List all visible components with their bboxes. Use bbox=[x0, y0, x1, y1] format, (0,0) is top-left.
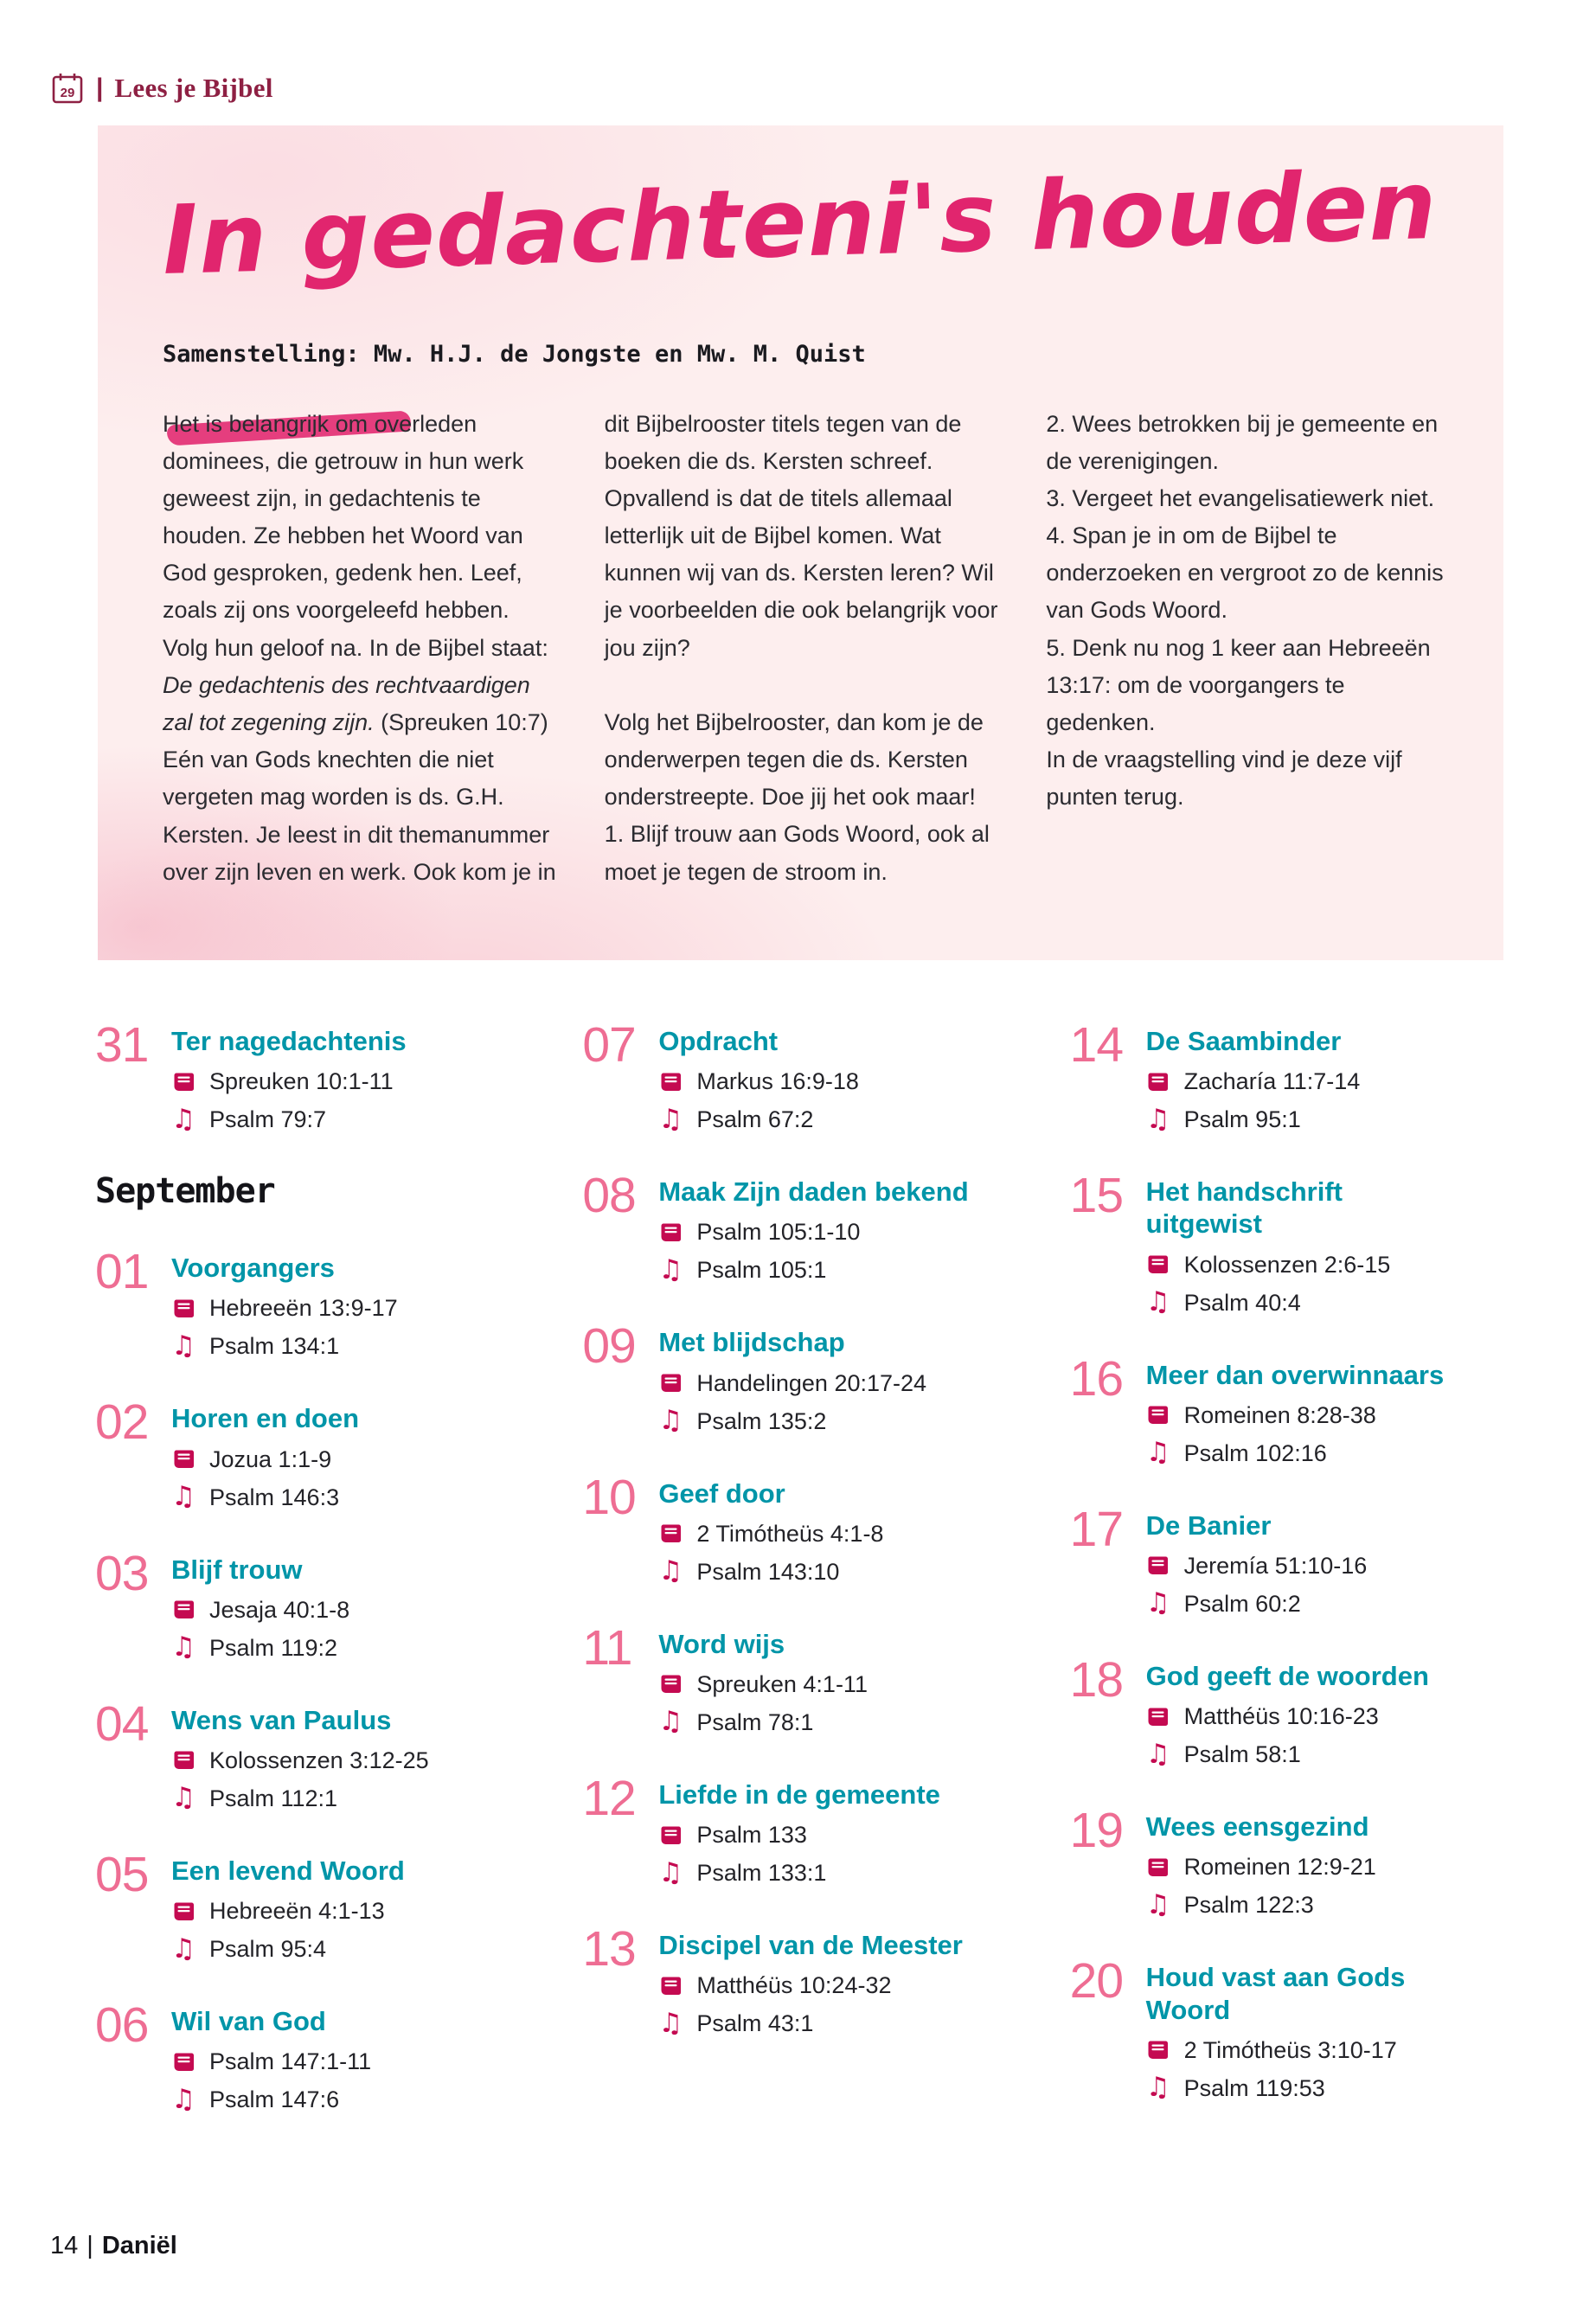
scripture-reading-row bbox=[171, 2048, 371, 2075]
entry-body bbox=[171, 1850, 405, 1963]
day-number: 07 bbox=[582, 1017, 636, 1073]
book-icon-svg bbox=[659, 1523, 683, 1544]
scripture-reference: Handelingen 20:17-24 bbox=[696, 1369, 927, 1396]
entry-body bbox=[658, 1925, 963, 2037]
music-note-icon: ♫ bbox=[171, 1631, 195, 1663]
book-icon-svg bbox=[172, 1298, 195, 1319]
entry-title: Met blijdschap bbox=[658, 1327, 845, 1358]
psalm-row bbox=[171, 1782, 429, 1814]
scripture-reading-row bbox=[1146, 1553, 1368, 1580]
day-number: 16 bbox=[1069, 1350, 1124, 1407]
scripture-reading-row bbox=[1146, 2037, 1466, 2064]
scripture-reading-row bbox=[171, 1597, 349, 1624]
calendar-entry bbox=[95, 1846, 535, 1965]
day-number: 14 bbox=[1069, 1017, 1124, 1073]
book-icon bbox=[1146, 2040, 1170, 2061]
psalm-row bbox=[1145, 2072, 1466, 2104]
psalm-reference: Psalm 119:2 bbox=[209, 1634, 338, 1661]
calendar-entry bbox=[582, 1017, 1022, 1135]
calendar-column bbox=[1069, 1017, 1509, 2140]
scripture-reading-row bbox=[1146, 1252, 1466, 1279]
psalm-reference: Psalm 78:1 bbox=[696, 1708, 814, 1735]
psalm-reference: Psalm 95:4 bbox=[209, 1936, 327, 1963]
calendar-entry bbox=[582, 1168, 1022, 1285]
intro-text: (Spreuken 10:7) Eén van Gods knechten die niet vergeten mag worden is ds. G.H. Kersten. Je leest in dit themanummer over zijn leven en werk. Ook kom je in bbox=[163, 709, 556, 885]
psalm-row bbox=[171, 1631, 349, 1663]
entry-title: De Banier bbox=[1145, 1509, 1272, 1541]
psalm-row bbox=[1145, 1888, 1376, 1920]
intro-paragraph: Volg het Bijbelrooster, dan kom je de onderwerpen tegen die ds. Kersten onderstreepte. Doe jij het ook maar! bbox=[604, 708, 984, 811]
music-note-icon: ♫ bbox=[658, 1856, 683, 1888]
entry-title: Voorgangers bbox=[171, 1253, 335, 1284]
scripture-reading-row bbox=[171, 1747, 429, 1774]
day-number: 09 bbox=[582, 1318, 636, 1375]
psalm-reference: Psalm 79:7 bbox=[209, 1106, 327, 1133]
book-icon-svg bbox=[172, 1449, 195, 1470]
music-note-icon: ♫ bbox=[1145, 1587, 1170, 1619]
article-title: In gedachteni's houden bbox=[161, 149, 1439, 296]
book-icon bbox=[1146, 1555, 1170, 1576]
psalm-reference: Psalm 135:2 bbox=[696, 1407, 827, 1434]
calendar-column bbox=[582, 1017, 1022, 2075]
book-icon bbox=[1146, 1254, 1170, 1275]
psalm-reference: Psalm 147:6 bbox=[209, 2086, 340, 2113]
psalm-row bbox=[658, 1706, 868, 1738]
entry-title: God geeft de woorden bbox=[1145, 1660, 1429, 1691]
book-icon-svg bbox=[659, 1825, 683, 1846]
psalm-row bbox=[171, 1330, 398, 1362]
book-icon-svg bbox=[659, 1674, 683, 1695]
intro-columns bbox=[163, 406, 1445, 891]
music-note-icon: ♫ bbox=[658, 1103, 683, 1135]
entry-body bbox=[658, 1021, 859, 1133]
intro-column-1 bbox=[163, 406, 561, 891]
day-number: 12 bbox=[582, 1770, 636, 1826]
psalm-row bbox=[1145, 1437, 1445, 1469]
entry-body bbox=[658, 1774, 940, 1887]
entry-title: Meer dan overwinnaars bbox=[1145, 1359, 1445, 1390]
book-icon-svg bbox=[1146, 1707, 1170, 1727]
scripture-reference: Markus 16:9-18 bbox=[696, 1068, 859, 1095]
book-icon bbox=[1146, 1857, 1170, 1878]
music-note-icon: ♫ bbox=[171, 2083, 195, 2115]
entry-body bbox=[1146, 1806, 1376, 1919]
entry-body bbox=[1146, 1505, 1368, 1618]
scripture-reference: Psalm 105:1-10 bbox=[696, 1219, 861, 1246]
calendar-entry bbox=[1069, 1803, 1509, 1920]
scripture-reference: 2 Timótheüs 3:10-17 bbox=[1183, 2036, 1397, 2063]
entry-title: Het handschrift uitgewist bbox=[1145, 1176, 1343, 1240]
scripture-reference: Spreuken 10:1-11 bbox=[209, 1068, 394, 1095]
calendar-entry bbox=[95, 1244, 535, 1362]
psalm-reference: Psalm 134:1 bbox=[209, 1333, 340, 1360]
calendar-entry bbox=[95, 1545, 535, 1663]
book-icon bbox=[171, 1750, 195, 1771]
book-icon-svg bbox=[1146, 1857, 1170, 1878]
entry-title: Maak Zijn daden bekend bbox=[658, 1176, 969, 1208]
calendar-entry bbox=[95, 1997, 535, 2115]
psalm-row bbox=[1145, 1587, 1368, 1619]
entry-title: Ter nagedachtenis bbox=[171, 1026, 407, 1056]
music-note-icon: ♫ bbox=[1145, 2072, 1170, 2104]
psalm-reference: Psalm 40:4 bbox=[1183, 1289, 1301, 1316]
scripture-reading-row bbox=[171, 1068, 407, 1095]
scripture-reference: Kolossenzen 3:12-25 bbox=[209, 1747, 429, 1773]
entry-body bbox=[658, 1624, 868, 1736]
scripture-reading-row bbox=[1146, 1703, 1429, 1730]
psalm-reference: Psalm 133:1 bbox=[696, 1860, 827, 1887]
psalm-reference: Psalm 102:16 bbox=[1183, 1439, 1327, 1466]
book-icon bbox=[1146, 1072, 1170, 1093]
music-note-icon: ♫ bbox=[658, 2007, 683, 2039]
month-header: September bbox=[95, 1171, 275, 1212]
scripture-reference: Romeinen 12:9-21 bbox=[1183, 1854, 1376, 1881]
scripture-reference: 2 Timótheüs 4:1-8 bbox=[696, 1520, 884, 1547]
book-icon bbox=[658, 1373, 683, 1394]
calendar-entry bbox=[582, 1619, 1022, 1738]
day-number: 06 bbox=[95, 1997, 149, 2054]
book-icon bbox=[1146, 1707, 1170, 1727]
scripture-reading-row bbox=[658, 1219, 968, 1246]
scripture-reading-row bbox=[171, 1898, 405, 1925]
scripture-reference: Jozua 1:1-9 bbox=[209, 1445, 332, 1472]
intro-list-item: 3. Vergeet het evangelisatiewerk niet. bbox=[1046, 484, 1435, 511]
calendar-entry bbox=[1069, 1350, 1509, 1469]
intro-list-item: 2. Wees betrokken bij je gemeente en de verenigingen. bbox=[1046, 410, 1439, 474]
intro-list-item: 1. Blijf trouw aan Gods Woord, ook al moet je tegen de stroom in. bbox=[604, 821, 990, 885]
scripture-reference: Kolossenzen 2:6-15 bbox=[1183, 1251, 1391, 1278]
psalm-row bbox=[658, 1405, 926, 1437]
magazine-name: Daniël bbox=[101, 2232, 177, 2259]
book-icon-svg bbox=[172, 1901, 195, 1922]
entry-title: Wil van God bbox=[171, 2006, 326, 2037]
intro-column-3 bbox=[1046, 406, 1445, 891]
entry-body bbox=[658, 1322, 927, 1437]
psalm-reference: Psalm 60:2 bbox=[1183, 1590, 1301, 1617]
day-number: 13 bbox=[582, 1921, 636, 1977]
calendar-entry bbox=[582, 1318, 1022, 1437]
psalm-reference: Psalm 146:3 bbox=[209, 1484, 340, 1510]
intro-section bbox=[98, 125, 1503, 960]
intro-list-item: 4. Span je in om de Bijbel te onderzoeken en vergroot zo de kennis van Gods Woord. bbox=[1046, 522, 1444, 624]
book-icon-svg bbox=[1146, 1555, 1170, 1576]
intro-paragraph: dit Bijbelrooster titels tegen van de boeken die ds. Kersten schreef. Opvallend is dat de titels allemaal letterlijk uit de Bijbel komen. Wat kunnen wij van ds. Kersten leren? Wil je voorbeelden die ook belangrijk voor jou zijn? bbox=[604, 410, 998, 661]
calendar-entry bbox=[95, 1695, 535, 1814]
calendar-entry bbox=[582, 1770, 1022, 1888]
scripture-reference: Hebreeën 13:9-17 bbox=[209, 1295, 398, 1322]
entry-title: Discipel van de Meester bbox=[658, 1930, 963, 1961]
entry-title: Word wijs bbox=[658, 1628, 785, 1659]
entry-title: Geef door bbox=[658, 1477, 785, 1509]
music-note-icon: ♫ bbox=[171, 1481, 195, 1513]
entry-body bbox=[1146, 1355, 1445, 1467]
scripture-reference: Jeremía 51:10-16 bbox=[1183, 1552, 1368, 1579]
entry-body bbox=[658, 1171, 968, 1284]
intro-paragraph bbox=[163, 406, 561, 891]
book-icon-svg bbox=[172, 1072, 195, 1093]
intro-text: Het is belangrijk om overleden dominees, die getrouw in hun werk geweest zijn, in gedachtenis te houden. Ze hebben het Woord van God gesproken, gedenk hen. Leef, zoals zij ons voorgeleefd hebben. Volg hun geloof na. In de Bijbel staat: bbox=[163, 410, 548, 661]
calendar-entry bbox=[1069, 1953, 1509, 2104]
day-number: 15 bbox=[1069, 1168, 1124, 1224]
day-number: 18 bbox=[1069, 1651, 1124, 1708]
psalm-row bbox=[171, 1481, 359, 1513]
scripture-reading-row bbox=[171, 1446, 359, 1473]
scripture-reference: Psalm 147:1-11 bbox=[209, 2048, 372, 2075]
scripture-reading-row bbox=[1146, 1402, 1445, 1429]
entry-title: Liefde in de gemeente bbox=[658, 1779, 940, 1810]
calendar-entry bbox=[1069, 1017, 1509, 1135]
book-icon-svg bbox=[659, 1373, 683, 1394]
scripture-reference: Matthéüs 10:24-32 bbox=[696, 1972, 892, 1999]
entry-title: De Saambinder bbox=[1145, 1026, 1342, 1056]
calendar-entry bbox=[1069, 1168, 1509, 1318]
day-number: 03 bbox=[95, 1545, 149, 1601]
intro-list-item: 5. Denk nu nog 1 keer aan Hebreeën 13:17: om de voorgangers te gedenken. bbox=[1046, 634, 1431, 735]
day-number: 02 bbox=[95, 1394, 149, 1451]
scripture-reference: Hebreeën 4:1-13 bbox=[209, 1898, 385, 1925]
scripture-reading-row bbox=[658, 1822, 940, 1849]
book-icon-svg bbox=[1146, 1405, 1170, 1426]
music-note-icon: ♫ bbox=[658, 1706, 683, 1738]
music-note-icon: ♫ bbox=[1145, 1437, 1170, 1469]
psalm-reference: Psalm 95:1 bbox=[1183, 1106, 1301, 1133]
psalm-row bbox=[658, 1253, 968, 1285]
svg-text:29: 29 bbox=[60, 86, 75, 100]
music-note-icon: ♫ bbox=[1145, 1286, 1170, 1318]
day-number: 31 bbox=[95, 1017, 149, 1073]
entry-body bbox=[171, 1549, 349, 1662]
scripture-reference: Matthéüs 10:16-23 bbox=[1183, 1703, 1379, 1730]
scripture-reference: Jesaja 40:1-8 bbox=[209, 1596, 350, 1623]
day-number: 19 bbox=[1069, 1803, 1124, 1859]
entry-title: Wens van Paulus bbox=[171, 1704, 392, 1735]
scripture-reading-row bbox=[658, 1068, 859, 1095]
calendar-entry bbox=[582, 1921, 1022, 2039]
book-icon bbox=[658, 1825, 683, 1846]
intro-column-2 bbox=[605, 406, 1003, 891]
book-icon-svg bbox=[659, 1222, 683, 1243]
book-icon bbox=[171, 1298, 195, 1319]
psalm-row bbox=[658, 1103, 859, 1135]
book-icon bbox=[658, 1523, 683, 1544]
page-header bbox=[50, 71, 273, 106]
music-note-icon: ♫ bbox=[1145, 1888, 1170, 1920]
music-note-icon: ♫ bbox=[658, 1405, 683, 1437]
intro-quote: De gedachtenis des rechtvaardigen zal tot zegening zijn. bbox=[163, 671, 530, 735]
psalm-row bbox=[171, 1103, 407, 1135]
entry-body bbox=[658, 1473, 883, 1586]
music-note-icon: ♫ bbox=[658, 1555, 683, 1587]
scripture-reference: Romeinen 8:28-38 bbox=[1183, 1401, 1376, 1428]
day-number: 17 bbox=[1069, 1501, 1124, 1557]
entry-title: Houd vast aan Gods Woord bbox=[1145, 1962, 1406, 2025]
scripture-reading-row bbox=[171, 1295, 398, 1322]
scripture-reading-row bbox=[1146, 1068, 1361, 1095]
byline: Samenstelling: Mw. H.J. de Jongste en Mw. M. Quist bbox=[163, 340, 866, 368]
intro-list-item: In de vraagstelling vind je deze vijf punten terug. bbox=[1046, 747, 1402, 811]
book-icon bbox=[658, 1976, 683, 1997]
day-number: 01 bbox=[95, 1244, 149, 1300]
book-icon bbox=[658, 1072, 683, 1093]
calendar-column bbox=[95, 1017, 535, 2151]
entry-title: Horen en doen bbox=[171, 1403, 360, 1434]
psalm-row bbox=[171, 1932, 405, 1965]
psalm-row bbox=[658, 1856, 940, 1888]
page-number: 14 bbox=[50, 2232, 79, 2259]
book-icon bbox=[1146, 1405, 1170, 1426]
book-icon bbox=[658, 1222, 683, 1243]
psalm-reference: Psalm 143:10 bbox=[696, 1558, 840, 1585]
page-footer bbox=[50, 2232, 177, 2260]
psalm-reference: Psalm 67:2 bbox=[696, 1106, 814, 1133]
book-icon-svg bbox=[659, 1976, 683, 1997]
psalm-reference: Psalm 112:1 bbox=[209, 1785, 338, 1811]
psalm-reference: Psalm 58:1 bbox=[1183, 1741, 1301, 1768]
psalm-row bbox=[1145, 1286, 1466, 1318]
scripture-reading-row bbox=[658, 1972, 963, 1999]
brand-separator: | bbox=[96, 74, 104, 102]
psalm-row bbox=[658, 1555, 883, 1587]
bible-reading-calendar bbox=[95, 1017, 1509, 2151]
book-icon-svg bbox=[172, 1750, 195, 1771]
book-icon bbox=[171, 2052, 195, 2073]
entry-body bbox=[171, 1700, 429, 1812]
day-number: 10 bbox=[582, 1469, 636, 1525]
day-number: 08 bbox=[582, 1168, 636, 1224]
entry-body bbox=[1146, 1656, 1429, 1768]
entry-title: Opdracht bbox=[658, 1026, 779, 1056]
calendar-entry bbox=[582, 1469, 1022, 1587]
psalm-reference: Psalm 43:1 bbox=[696, 2010, 814, 2037]
psalm-reference: Psalm 105:1 bbox=[696, 1257, 827, 1284]
book-icon-svg bbox=[172, 2052, 195, 2073]
day-number: 04 bbox=[95, 1695, 149, 1752]
entry-title: Wees eensgezind bbox=[1145, 1811, 1369, 1843]
book-icon bbox=[171, 1599, 195, 1620]
calendar-entry bbox=[95, 1017, 535, 1135]
book-icon bbox=[171, 1901, 195, 1922]
psalm-row bbox=[171, 2083, 371, 2115]
entry-body bbox=[171, 1398, 360, 1513]
scripture-reading-row bbox=[658, 1521, 883, 1548]
entry-body bbox=[1146, 1021, 1361, 1133]
book-icon-svg bbox=[1146, 1072, 1170, 1093]
day-number: 05 bbox=[95, 1846, 149, 1902]
book-icon bbox=[658, 1674, 683, 1695]
music-note-icon: ♫ bbox=[1145, 1738, 1170, 1770]
music-note-icon: ♫ bbox=[171, 1103, 195, 1135]
book-icon bbox=[171, 1072, 195, 1093]
psalm-row bbox=[658, 2007, 963, 2039]
scripture-reference: Zacharía 11:7-14 bbox=[1183, 1068, 1361, 1095]
scripture-reference: Spreuken 4:1-11 bbox=[696, 1670, 868, 1697]
day-number: 20 bbox=[1069, 1953, 1124, 2009]
entry-title: Een levend Woord bbox=[171, 1855, 405, 1886]
scripture-reading-row bbox=[658, 1370, 926, 1397]
psalm-row bbox=[1145, 1738, 1429, 1770]
book-icon-svg bbox=[172, 1599, 195, 1620]
scripture-reading-row bbox=[1146, 1854, 1376, 1881]
music-note-icon: ♫ bbox=[171, 1782, 195, 1814]
scripture-reading-row bbox=[658, 1671, 868, 1698]
entry-body bbox=[1145, 1957, 1466, 2104]
calendar-entry bbox=[1069, 1651, 1509, 1770]
book-icon-svg bbox=[1146, 2040, 1170, 2061]
entry-title: Blijf trouw bbox=[171, 1554, 303, 1585]
brand-title: Lees je Bijbel bbox=[114, 73, 273, 103]
music-note-icon: ♫ bbox=[658, 1253, 683, 1285]
calendar-entry bbox=[1069, 1501, 1509, 1619]
entry-body bbox=[171, 2001, 371, 2113]
scripture-reference: Psalm 133 bbox=[696, 1822, 807, 1849]
book-icon-svg bbox=[1146, 1254, 1170, 1275]
music-note-icon: ♫ bbox=[171, 1932, 195, 1965]
calendar-icon bbox=[50, 71, 85, 106]
calendar-entry bbox=[95, 1394, 535, 1513]
day-number: 11 bbox=[582, 1619, 632, 1676]
entry-body bbox=[1146, 1171, 1466, 1316]
psalm-reference: Psalm 122:3 bbox=[1183, 1892, 1314, 1919]
entry-body bbox=[171, 1021, 407, 1133]
music-note-icon: ♫ bbox=[171, 1330, 195, 1362]
entry-body bbox=[171, 1247, 398, 1360]
psalm-row bbox=[1145, 1103, 1361, 1135]
book-icon-svg bbox=[659, 1072, 683, 1093]
footer-separator: | bbox=[87, 2232, 93, 2259]
book-icon bbox=[171, 1449, 195, 1470]
music-note-icon: ♫ bbox=[1145, 1103, 1170, 1135]
psalm-reference: Psalm 119:53 bbox=[1183, 2074, 1325, 2101]
